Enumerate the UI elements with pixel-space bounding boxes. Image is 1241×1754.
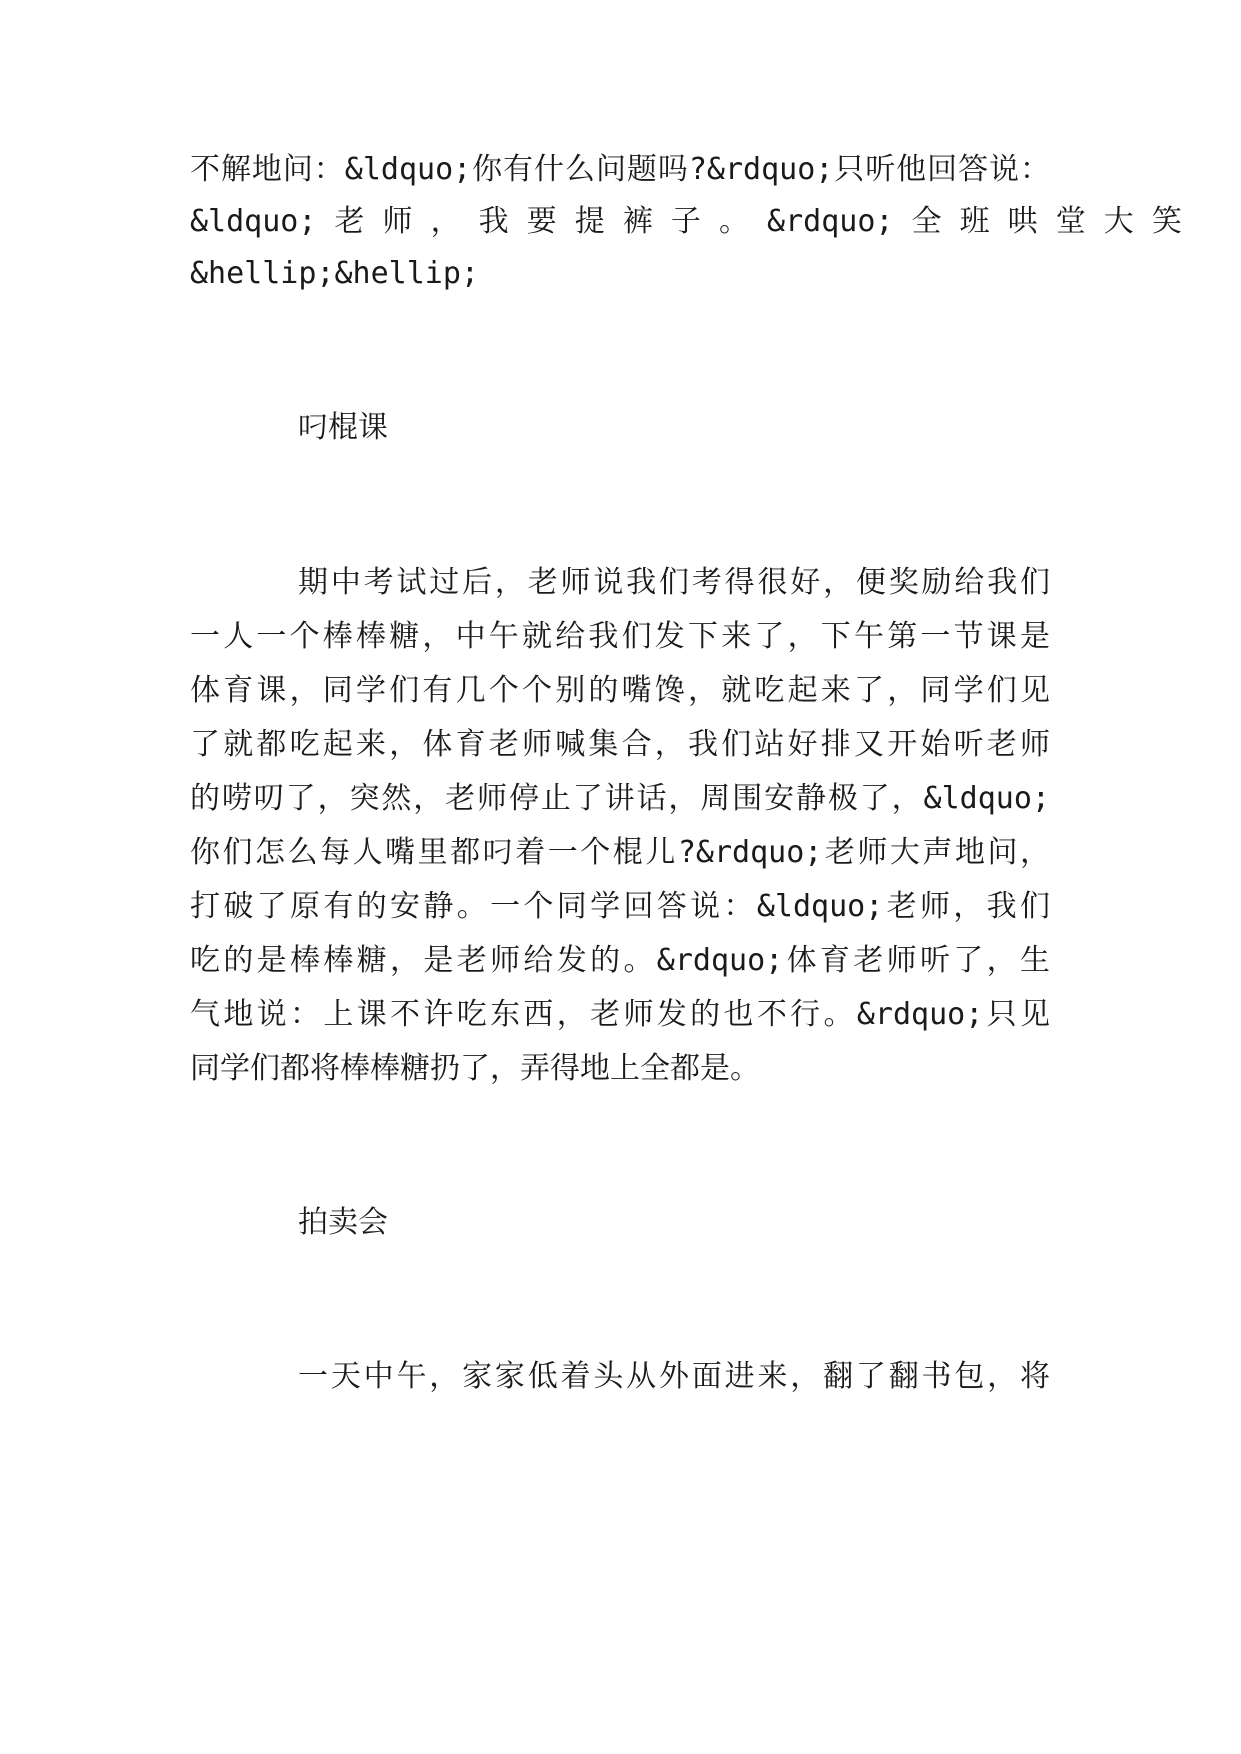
paragraph-2-line-1: 一天中午，家家低着头从外面进来，翻了翻书包，将 — [298, 1359, 1050, 1394]
paragraph-1-line-6: 你们怎么每人嘴里都叼着一个棍儿?&rdquo;老师大声地问， — [190, 835, 1050, 870]
paragraph-1-line-2: 一人一个棒棒糖，中午就给我们发下来了，下午第一节课是 — [190, 619, 1050, 654]
section-heading-2: 拍卖会 — [298, 1205, 388, 1240]
fragment-line-1: 不解地问：&ldquo;你有什么问题吗?&rdquo;只听他回答说： — [190, 152, 1050, 187]
paragraph-1-line-5: 的唠叨了，突然，老师停止了讲话，周围安静极了，&ldquo; — [190, 781, 1050, 816]
paragraph-1-line-8: 吃的是棒棒糖，是老师给发的。&rdquo;体育老师听了，生 — [190, 943, 1050, 978]
paragraph-1-line-9: 气地说：上课不许吃东西，老师发的也不行。&rdquo;只见 — [190, 997, 1050, 1032]
fragment-line-2: &ldquo; 老 师 ， 我 要 提 裤 子 。 &rdquo; 全 班 哄 堂 大 笑 — [190, 204, 1182, 239]
section-heading-1: 叼棍课 — [298, 410, 388, 445]
paragraph-1-line-7: 打破了原有的安静。一个同学回答说：&ldquo;老师，我们 — [190, 889, 1050, 924]
paragraph-1-line-4: 了就都吃起来，体育老师喊集合，我们站好排又开始听老师 — [190, 727, 1050, 762]
paragraph-1-line-3: 体育课，同学们有几个个别的嘴馋，就吃起来了，同学们见 — [190, 673, 1050, 708]
fragment-line-3: &hellip;&hellip; — [190, 256, 479, 291]
paragraph-1-line-1: 期中考试过后，老师说我们考得很好，便奖励给我们 — [298, 565, 1050, 600]
paragraph-1-line-10: 同学们都将棒棒糖扔了，弄得地上全都是。 — [190, 1051, 760, 1086]
